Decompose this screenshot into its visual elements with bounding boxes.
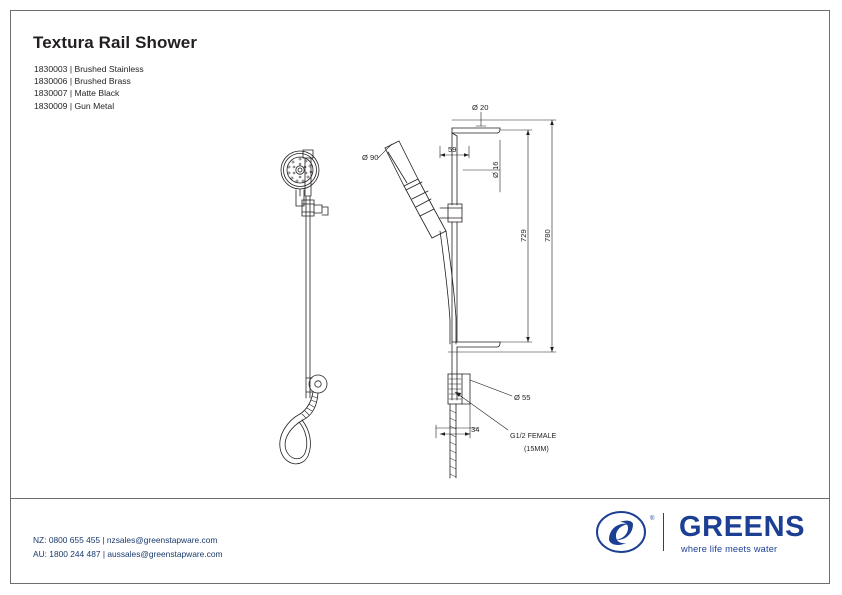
dim-label-dia20: Ø 20 (472, 103, 489, 112)
list-item: 1830006 | Brushed Brass (34, 76, 131, 87)
annotation-thread-line2: (15MM) (524, 444, 549, 453)
registered-mark: ® (650, 516, 655, 522)
dim-label-729: 729 (519, 229, 528, 242)
contact-nz: NZ: 0800 655 455 | nzsales@greenstapware.com (33, 535, 218, 545)
brand-tagline: where life meets water (681, 544, 778, 554)
list-item: 1830007 | Matte Black (34, 88, 120, 99)
page-title: Textura Rail Shower (33, 33, 198, 52)
list-item: 1830009 | Gun Metal (34, 100, 115, 111)
product-code-list (34, 63, 144, 112)
dim-label-dia16: Ø 16 (491, 161, 500, 178)
contact-block (33, 534, 222, 561)
dim-label-dia55: Ø 55 (514, 393, 531, 402)
dim-label-34: 34 (471, 425, 480, 434)
dim-label-780: 780 (543, 229, 552, 242)
contact-au: AU: 1800 244 487 | aussales@greenstapware.com (33, 548, 223, 559)
dim-label-dia90: Ø 90 (362, 153, 379, 162)
annotation-thread-line1: G1/2 FEMALE (510, 431, 557, 440)
brand-name: GREENS (679, 511, 806, 543)
brand-divider (663, 513, 664, 551)
brand-logo (595, 508, 810, 563)
dim-label-59: 59 (448, 145, 457, 154)
greens-wave-logo-icon (595, 510, 647, 554)
footer-divider (10, 498, 830, 499)
list-item: 1830003 | Brushed Stainless (34, 64, 144, 74)
